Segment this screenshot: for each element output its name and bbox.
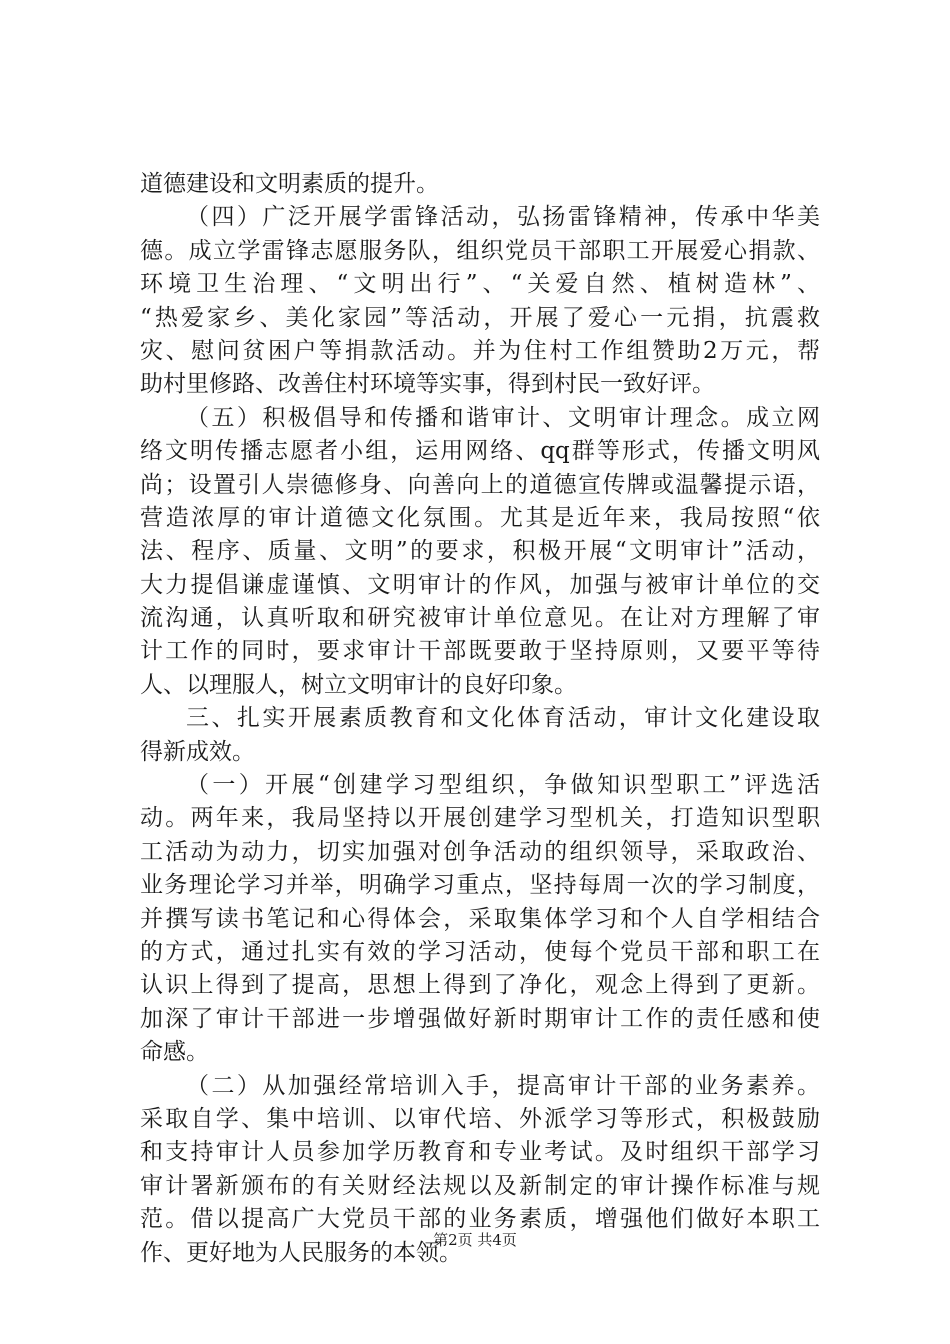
text-line: （二）从加强经常培训入手，提高审计干部的业务素养。 [186, 1072, 820, 1099]
text-line: 计工作的同时，要求审计干部既要敢于坚持原则，又要平等待 [140, 638, 820, 665]
text-line: 并撰写读书笔记和心得体会，采取集体学习和个人自学相结合 [140, 905, 820, 932]
text-line: 尚；设置引人崇德修身、向善向上的道德宣传牌或温馨提示语， [140, 471, 820, 498]
text-line: 营造浓厚的审计道德文化氛围。尤其是近年来，我局按照“依 [140, 504, 820, 531]
text-line: 业务理论学习并举，明确学习重点，坚持每周一次的学习制度， [140, 872, 820, 899]
text-line: “热爱家乡、美化家园”等活动，开展了爱心一元捐，抗震救 [140, 304, 820, 331]
text-line: 大力提倡谦虚谨慎、文明审计的作风，加强与被审计单位的交 [140, 571, 820, 598]
document-body [140, 168, 820, 1270]
text-line: 动。两年来，我局坚持以开展创建学习型机关，打造知识型职 [140, 805, 820, 832]
text-line: 范。借以提高广大党员干部的业务素质，增强他们做好本职工 [140, 1206, 820, 1233]
text-line: 认识上得到了提高，思想上得到了净化，观念上得到了更新。 [140, 972, 820, 999]
text-line: 络文明传播志愿者小组，运用网络、qq群等形式，传播文明风 [140, 438, 820, 465]
text-line: （四）广泛开展学雷锋活动，弘扬雷锋精神，传承中华美 [186, 204, 820, 231]
text-line: 的方式，通过扎实有效的学习活动，使每个党员干部和职工在 [140, 938, 820, 965]
text-line: （五）积极倡导和传播和谐审计、文明审计理念。成立网 [186, 404, 820, 431]
text-line: （一）开展“创建学习型组织，争做知识型职工”评选活 [186, 772, 820, 799]
text-line: 环境卫生治理、“文明出行”、“关爱自然、植树造林”、 [140, 271, 820, 298]
text-line: 工活动为动力，切实加强对创争活动的组织领导，采取政治、 [140, 838, 820, 865]
text-line: 灾、慰问贫困户等捐款活动。并为住村工作组赞助2万元，帮 [140, 337, 820, 364]
text-line: 人、以理服人，树立文明审计的良好印象。 [140, 671, 577, 698]
text-line: 法、程序、质量、文明”的要求，积极开展“文明审计”活动， [140, 538, 820, 565]
page-footer: 第2页 共4页 [433, 1231, 517, 1249]
text-line: 审计署新颁布的有关财经法规以及新制定的审计操作标准与规 [140, 1172, 820, 1199]
text-line: 德。成立学雷锋志愿服务队，组织党员干部职工开展爱心捐款、 [140, 237, 820, 264]
text-line: 三、扎实开展素质教育和文化体育活动，审计文化建设取 [186, 705, 820, 732]
text-line: 采取自学、集中培训、以审代培、外派学习等形式，积极鼓励 [140, 1105, 820, 1132]
text-line: 得新成效。 [140, 738, 255, 765]
text-line: 作、更好地为人民服务的本领。 [140, 1239, 462, 1266]
text-line: 道德建设和文明素质的提升。 [140, 171, 439, 197]
text-line: 流沟通，认真听取和研究被审计单位意见。在让对方理解了审 [140, 605, 820, 632]
text-line: 和支持审计人员参加学历教育和专业考试。及时组织干部学习 [140, 1139, 820, 1166]
text-line: 助村里修路、改善住村环境等实事，得到村民一致好评。 [140, 371, 715, 398]
text-line: 加深了审计干部进一步增强做好新时期审计工作的责任感和使 [140, 1005, 820, 1032]
text-line: 命感。 [140, 1039, 209, 1066]
